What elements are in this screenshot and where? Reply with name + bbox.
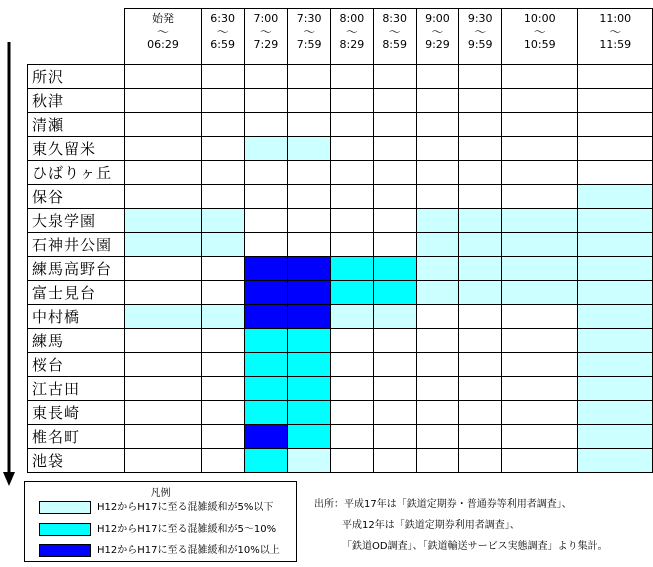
time-slot-start: 9:30 xyxy=(467,12,493,25)
station-label: 富士見台 xyxy=(28,280,125,304)
station-row xyxy=(28,136,653,160)
heatmap-cell xyxy=(288,256,331,280)
station-label: 所沢 xyxy=(28,64,125,88)
station-row xyxy=(28,304,653,328)
heatmap-cell xyxy=(459,160,502,184)
heatmap-cell xyxy=(288,64,331,88)
heatmap-cell xyxy=(288,208,331,232)
heatmap-cell xyxy=(331,184,374,208)
station-row xyxy=(28,352,653,376)
heatmap-cell xyxy=(201,328,244,352)
heatmap-cell xyxy=(502,208,578,232)
time-slot-header xyxy=(244,9,288,65)
heatmap-cell xyxy=(201,88,244,112)
time-slot-sep: ～ xyxy=(303,25,316,39)
heatmap-cell xyxy=(578,400,653,424)
station-row xyxy=(28,88,653,112)
heatmap-cell xyxy=(125,280,201,304)
heatmap-cell xyxy=(459,208,502,232)
heatmap-cell xyxy=(373,400,416,424)
heatmap-cell xyxy=(416,208,459,232)
time-slot-sep: ～ xyxy=(431,25,444,39)
station-label: 保谷 xyxy=(28,184,125,208)
heatmap-cell xyxy=(416,280,459,304)
heatmap-cell xyxy=(578,256,653,280)
heatmap-cell xyxy=(125,448,201,472)
heatmap-cell xyxy=(502,112,578,136)
heatmap-cell xyxy=(331,328,374,352)
heatmap-cell xyxy=(373,424,416,448)
heatmap-cell xyxy=(373,112,416,136)
heatmap-cell xyxy=(331,232,374,256)
heatmap-cell xyxy=(244,328,288,352)
heatmap-cell xyxy=(288,232,331,256)
heatmap-cell xyxy=(416,376,459,400)
legend-label-mid: H12からH17に至る混雑緩和が5～10% xyxy=(97,524,277,535)
heatmap-cell xyxy=(331,88,374,112)
time-slot-sep: ～ xyxy=(157,25,170,39)
station-row xyxy=(28,280,653,304)
heatmap-cell xyxy=(578,88,653,112)
heatmap-cell xyxy=(331,208,374,232)
heatmap-cell xyxy=(502,256,578,280)
heatmap-cell xyxy=(331,160,374,184)
heatmap-cell xyxy=(288,136,331,160)
heatmap-cell xyxy=(502,352,578,376)
heatmap-cell xyxy=(578,280,653,304)
heatmap-cell xyxy=(288,160,331,184)
heatmap-cell xyxy=(125,184,201,208)
heatmap-cell xyxy=(459,328,502,352)
time-slot-end: 10:59 xyxy=(523,38,556,51)
station-label: 東長崎 xyxy=(28,400,125,424)
heatmap-cell xyxy=(331,112,374,136)
time-slot-sep: ～ xyxy=(474,25,487,39)
heatmap-cell xyxy=(502,232,578,256)
heatmap-cell xyxy=(244,64,288,88)
time-slot-header xyxy=(125,9,201,65)
heatmap-cell xyxy=(502,304,578,328)
heatmap-cell xyxy=(459,400,502,424)
heatmap-cell xyxy=(244,376,288,400)
heatmap-cell xyxy=(502,280,578,304)
legend-label-low: H12からH17に至る混雑緩和が5%以下 xyxy=(97,502,274,513)
heatmap-cell xyxy=(416,304,459,328)
heatmap-cell xyxy=(416,64,459,88)
heatmap-cell xyxy=(288,112,331,136)
heatmap-cell xyxy=(416,232,459,256)
heatmap-cell xyxy=(201,208,244,232)
heatmap-cell xyxy=(201,424,244,448)
time-header-row xyxy=(28,9,653,65)
time-slot-end: 8:59 xyxy=(382,38,408,51)
station-row xyxy=(28,184,653,208)
heatmap-cell xyxy=(201,112,244,136)
heatmap-cell xyxy=(288,352,331,376)
station-label: ひばりヶ丘 xyxy=(28,160,125,184)
heatmap-cell xyxy=(244,88,288,112)
heatmap-cell xyxy=(244,280,288,304)
station-row xyxy=(28,112,653,136)
heatmap-cell xyxy=(125,136,201,160)
heatmap-cell xyxy=(201,400,244,424)
station-label: 椎名町 xyxy=(28,424,125,448)
heatmap-cell xyxy=(502,424,578,448)
time-slot-header xyxy=(502,9,578,65)
time-slot-start: 7:30 xyxy=(296,12,322,25)
time-slot-start: 10:00 xyxy=(523,12,556,25)
heatmap-cell xyxy=(459,232,502,256)
heatmap-cell xyxy=(459,184,502,208)
heatmap-cell xyxy=(578,64,653,88)
corner-cell xyxy=(28,9,125,65)
heatmap-cell xyxy=(331,424,374,448)
heatmap-cell xyxy=(244,448,288,472)
heatmap-cell xyxy=(125,208,201,232)
time-slot-sep: ～ xyxy=(533,25,546,39)
heatmap-cell xyxy=(502,328,578,352)
heatmap-cell xyxy=(578,184,653,208)
heatmap-cell xyxy=(125,64,201,88)
heatmap-cell xyxy=(244,112,288,136)
heatmap-cell xyxy=(459,64,502,88)
station-row xyxy=(28,232,653,256)
heatmap-cell xyxy=(244,304,288,328)
heatmap-cell xyxy=(502,376,578,400)
heatmap-cell xyxy=(288,448,331,472)
heatmap-cell xyxy=(416,88,459,112)
heatmap-cell xyxy=(578,352,653,376)
heatmap-cell xyxy=(578,232,653,256)
heatmap-cell xyxy=(125,160,201,184)
heatmap-cell xyxy=(125,112,201,136)
heatmap-cell xyxy=(459,136,502,160)
heatmap-cell xyxy=(201,64,244,88)
heatmap-cell xyxy=(244,136,288,160)
heatmap-cell xyxy=(416,136,459,160)
heatmap-cell xyxy=(288,304,331,328)
station-row xyxy=(28,160,653,184)
heatmap-cell xyxy=(459,304,502,328)
station-label: 大泉学園 xyxy=(28,208,125,232)
time-slot-start: 7:00 xyxy=(253,12,279,25)
heatmap-cell xyxy=(578,208,653,232)
heatmap-cell xyxy=(459,256,502,280)
heatmap-cell xyxy=(459,88,502,112)
station-label: 石神井公園 xyxy=(28,232,125,256)
heatmap-cell xyxy=(373,160,416,184)
time-slot-header xyxy=(331,9,374,65)
source-note-line-3: 「鉄道OD調査」、「鉄道輸送サービス実態調査」より集計。 xyxy=(342,541,608,552)
time-slot-header xyxy=(416,9,459,65)
heatmap-cell xyxy=(459,352,502,376)
heatmap-cell xyxy=(125,424,201,448)
station-row xyxy=(28,376,653,400)
heatmap-cell xyxy=(125,400,201,424)
station-row xyxy=(28,448,653,472)
station-label: 中村橋 xyxy=(28,304,125,328)
legend xyxy=(24,481,297,562)
heatmap-cell xyxy=(416,352,459,376)
heatmap-cell xyxy=(244,424,288,448)
heatmap-cell xyxy=(331,448,374,472)
time-slot-start: 9:00 xyxy=(425,12,450,25)
heatmap-cell xyxy=(502,136,578,160)
time-slot-end: 7:59 xyxy=(296,38,322,51)
station-label: 清瀬 xyxy=(28,112,125,136)
station-row xyxy=(28,424,653,448)
heatmap-cell xyxy=(373,280,416,304)
time-slot-end: 7:29 xyxy=(253,38,279,51)
source-note-line-1: 出所：平成17年は「鉄道定期券・普通券等利用者調査」、 xyxy=(314,499,572,510)
station-label: 東久留米 xyxy=(28,136,125,160)
heatmap-cell xyxy=(373,208,416,232)
congestion-heatmap xyxy=(27,8,653,473)
heatmap-cell xyxy=(331,352,374,376)
time-slot-header xyxy=(459,9,502,65)
heatmap-cell xyxy=(459,280,502,304)
heatmap-cell xyxy=(125,88,201,112)
source-note xyxy=(314,494,608,557)
station-label: 練馬高野台 xyxy=(28,256,125,280)
heatmap-cell xyxy=(288,280,331,304)
heatmap-cell xyxy=(201,448,244,472)
heatmap-cell xyxy=(331,280,374,304)
heatmap-cell xyxy=(201,256,244,280)
legend-swatch-high xyxy=(39,544,91,557)
heatmap-cell xyxy=(416,400,459,424)
station-label: 江古田 xyxy=(28,376,125,400)
time-slot-start: 6:30 xyxy=(210,12,235,25)
heatmap-cell xyxy=(244,184,288,208)
legend-label-high: H12からH17に至る混雑緩和が10%以上 xyxy=(97,545,280,556)
heatmap-cell xyxy=(201,184,244,208)
station-label: 練馬 xyxy=(28,328,125,352)
heatmap-cell xyxy=(331,256,374,280)
heatmap-cell xyxy=(125,256,201,280)
heatmap-cell xyxy=(373,64,416,88)
direction-arrow xyxy=(2,42,16,487)
heatmap-cell xyxy=(578,304,653,328)
heatmap-cell xyxy=(416,112,459,136)
station-label: 秋津 xyxy=(28,88,125,112)
heatmap-cell xyxy=(416,160,459,184)
heatmap-cell xyxy=(288,376,331,400)
heatmap-cell xyxy=(244,256,288,280)
heatmap-cell xyxy=(331,400,374,424)
heatmap-cell xyxy=(201,280,244,304)
time-slot-header xyxy=(373,9,416,65)
heatmap-cell xyxy=(373,232,416,256)
time-slot-end: 6:59 xyxy=(210,38,235,51)
heatmap-body xyxy=(28,64,653,472)
time-slot-start: 始発 xyxy=(152,12,175,25)
station-row xyxy=(28,64,653,88)
time-slot-sep: ～ xyxy=(345,25,358,39)
heatmap-cell xyxy=(416,424,459,448)
time-slot-end: 9:29 xyxy=(425,38,450,51)
heatmap-cell xyxy=(288,400,331,424)
heatmap-cell xyxy=(244,352,288,376)
station-row xyxy=(28,208,653,232)
time-slot-sep: ～ xyxy=(216,25,229,39)
heatmap-cell xyxy=(459,424,502,448)
time-slot-start: 8:00 xyxy=(339,12,365,25)
heatmap-cell xyxy=(578,328,653,352)
heatmap-cell xyxy=(502,448,578,472)
heatmap-cell xyxy=(578,448,653,472)
heatmap-cell xyxy=(331,64,374,88)
heatmap-cell xyxy=(201,376,244,400)
heatmap-cell xyxy=(373,376,416,400)
heatmap-cell xyxy=(201,160,244,184)
heatmap-cell xyxy=(373,256,416,280)
heatmap-cell xyxy=(288,424,331,448)
time-slot-end: 11:59 xyxy=(599,38,632,51)
heatmap-cell xyxy=(416,328,459,352)
heatmap-cell xyxy=(459,112,502,136)
legend-swatch-mid xyxy=(39,523,91,536)
heatmap-cell xyxy=(416,184,459,208)
heatmap-cell xyxy=(373,328,416,352)
source-note-line-2: 平成12年は「鉄道定期券利用者調査」、 xyxy=(342,520,520,531)
heatmap-cell xyxy=(125,304,201,328)
heatmap-cell xyxy=(578,112,653,136)
station-label: 桜台 xyxy=(28,352,125,376)
time-slot-header xyxy=(288,9,331,65)
heatmap-cell xyxy=(502,160,578,184)
heatmap-cell xyxy=(373,136,416,160)
time-slot-sep: ～ xyxy=(609,25,622,39)
time-slot-end: 9:59 xyxy=(467,38,493,51)
heatmap-cell xyxy=(416,448,459,472)
heatmap-cell xyxy=(459,448,502,472)
heatmap-cell xyxy=(373,304,416,328)
heatmap-cell xyxy=(125,328,201,352)
heatmap-cell xyxy=(373,448,416,472)
heatmap-cell xyxy=(373,88,416,112)
heatmap-cell xyxy=(373,184,416,208)
heatmap-cell xyxy=(502,400,578,424)
heatmap-cell xyxy=(125,352,201,376)
heatmap-cell xyxy=(502,184,578,208)
heatmap-cell xyxy=(201,136,244,160)
heatmap-cell xyxy=(578,136,653,160)
heatmap-cell xyxy=(288,88,331,112)
heatmap-cell xyxy=(244,400,288,424)
heatmap-cell xyxy=(578,376,653,400)
heatmap-cell xyxy=(416,256,459,280)
station-row xyxy=(28,400,653,424)
time-slot-sep: ～ xyxy=(259,25,272,39)
heatmap-cell xyxy=(459,376,502,400)
time-slot-header xyxy=(201,9,244,65)
heatmap-cell xyxy=(244,208,288,232)
station-label: 池袋 xyxy=(28,448,125,472)
time-slot-header xyxy=(578,9,653,65)
heatmap-cell xyxy=(502,88,578,112)
heatmap-cell xyxy=(244,232,288,256)
heatmap-cell xyxy=(288,328,331,352)
heatmap-cell xyxy=(201,352,244,376)
heatmap-cell xyxy=(578,424,653,448)
time-slot-start: 11:00 xyxy=(599,12,632,25)
time-slot-start: 8:30 xyxy=(382,12,408,25)
time-slot-sep: ～ xyxy=(388,25,401,39)
legend-title: 凡例 xyxy=(150,488,171,499)
heatmap-cell xyxy=(331,376,374,400)
heatmap-cell xyxy=(373,352,416,376)
station-row xyxy=(28,328,653,352)
heatmap-cell xyxy=(331,136,374,160)
heatmap-cell xyxy=(331,304,374,328)
legend-swatch-low xyxy=(39,501,91,514)
heatmap-cell xyxy=(201,304,244,328)
time-slot-end: 06:29 xyxy=(147,38,179,51)
heatmap-cell xyxy=(244,160,288,184)
heatmap-cell xyxy=(578,160,653,184)
heatmap-cell xyxy=(201,232,244,256)
time-slot-end: 8:29 xyxy=(339,38,365,51)
heatmap-cell xyxy=(125,232,201,256)
station-row xyxy=(28,256,653,280)
heatmap-cell xyxy=(288,184,331,208)
heatmap-cell xyxy=(502,64,578,88)
heatmap-cell xyxy=(125,376,201,400)
